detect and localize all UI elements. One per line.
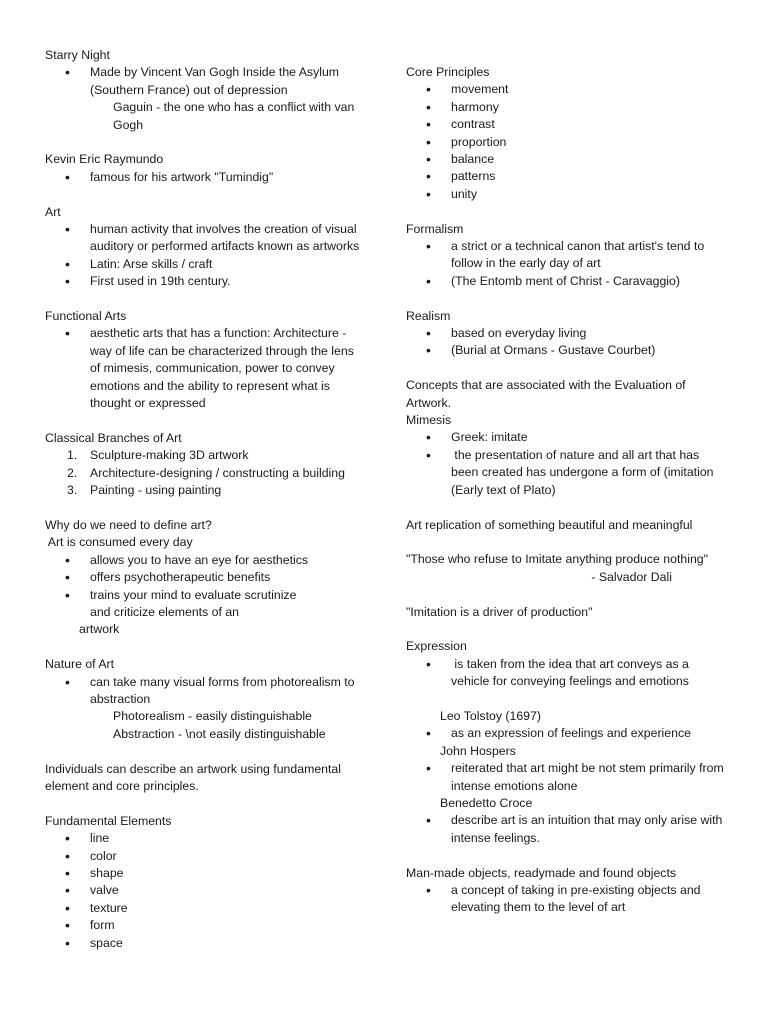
left-column xyxy=(45,47,365,969)
list-item xyxy=(67,482,365,499)
heading-art: Art xyxy=(45,204,61,219)
kevin-list xyxy=(45,169,365,186)
list-item: • describe art is an intuition that may only arise with intense feelings. xyxy=(451,812,726,847)
list-item: • trains your mind to evaluate scrutinize and criticize elements of an xyxy=(90,587,365,622)
heading-kevin: Kevin Eric Raymundo xyxy=(45,152,164,167)
section-realism xyxy=(406,308,726,360)
list-item: • valve xyxy=(90,882,365,899)
section-functional-arts xyxy=(45,308,365,412)
sub-note: Photorealism - easily distinguishable xyxy=(113,709,312,724)
list-item: • form xyxy=(90,917,365,934)
list-item: • allows you to have an eye for aesthetics xyxy=(90,552,365,569)
quote-dali-attribution: - Salvador Dali xyxy=(591,569,672,584)
why-list xyxy=(45,552,365,622)
list-item: • aesthetic arts that has a function: Architecture - way of life can be characterized through the lens of mimesis, communication, power to convey emotions and the ability to represent what is thought or expressed xyxy=(90,325,365,412)
mimesis-list xyxy=(406,429,726,499)
list-text: Painting - using painting xyxy=(90,483,222,498)
section-art xyxy=(45,204,365,291)
heading-functional-arts: Functional Arts xyxy=(45,309,127,324)
heading-starry-night: Starry Night xyxy=(45,48,110,62)
heading-realism: Realism xyxy=(406,308,451,323)
list-text: Architecture-designing / constructing a building xyxy=(90,465,345,480)
section-core-principles xyxy=(406,64,726,203)
sub-note: Abstraction - \not easily distinguishable xyxy=(113,726,326,741)
list-item: • based on everyday living xyxy=(451,325,726,342)
list-item: • First used in 19th century. xyxy=(90,273,365,290)
heading-why-define: Why do we need to define art? xyxy=(45,517,212,532)
list-item: • unity xyxy=(451,186,726,203)
list-item: • line xyxy=(90,830,365,847)
section-classical-branches xyxy=(45,430,365,500)
list-item xyxy=(90,64,365,134)
list-item: • the presentation of nature and all art that has been created has undergone a form of (imitation (Early text of Plato) xyxy=(451,447,726,499)
section-why-define xyxy=(45,517,365,639)
label-hospers: John Hospers xyxy=(440,743,516,758)
man-made-list xyxy=(406,882,726,917)
list-item: • space xyxy=(90,935,365,952)
right-column xyxy=(406,64,726,934)
list-item: • (The Entomb ment of Christ - Caravaggio) xyxy=(451,273,726,290)
heading-mimesis: Mimesis xyxy=(406,413,452,428)
quote-dali-text: "Those who refuse to Imitate anything produce nothing" xyxy=(406,552,708,567)
section-formalism xyxy=(406,221,726,291)
label-croce: Benedetto Croce xyxy=(440,795,533,810)
list-number: 1. xyxy=(67,448,78,463)
why-subheading: Art is consumed every day xyxy=(45,535,193,550)
list-item: • (Burial at Ormans - Gustave Courbet) xyxy=(451,342,726,359)
tolstoy-list xyxy=(406,725,726,742)
label-tolstoy: Leo Tolstoy (1697) xyxy=(440,708,541,723)
functional-list xyxy=(45,325,365,412)
list-item xyxy=(67,465,365,482)
list-item: • famous for his artwork "Tumindig" xyxy=(90,169,365,186)
bullet-text: Made by Vincent Van Gogh Inside the Asylum (Southern France) out of depression xyxy=(90,65,340,97)
section-nature-of-art xyxy=(45,656,365,743)
list-text: Sculpture-making 3D artwork xyxy=(90,448,249,463)
list-item: • proportion xyxy=(451,134,726,151)
list-item: • Greek: imitate xyxy=(451,429,726,446)
heading-classical-branches: Classical Branches of Art xyxy=(45,430,182,445)
bullet-text: can take many visual forms from photorealism to abstraction xyxy=(90,674,355,706)
why-tail: artwork xyxy=(79,622,120,637)
list-item: • color xyxy=(90,848,365,865)
list-item: • balance xyxy=(451,151,726,168)
list-item: • harmony xyxy=(451,99,726,116)
section-man-made xyxy=(406,865,726,917)
list-item: • movement xyxy=(451,81,726,98)
formalism-list xyxy=(406,238,726,290)
list-item: • a strict or a technical canon that artist's tend to follow in the early day of art xyxy=(451,238,726,273)
fundamental-list xyxy=(45,830,365,952)
croce-list xyxy=(406,812,726,847)
section-expression xyxy=(406,638,726,847)
section-starry-night xyxy=(45,47,365,134)
hospers-list xyxy=(406,760,726,795)
list-item: • texture xyxy=(90,900,365,917)
list-item xyxy=(67,447,365,464)
heading-core-principles: Core Principles xyxy=(406,65,490,79)
list-item: • reiterated that art might be not stem primarily from intense emotions alone xyxy=(451,760,726,795)
list-number: 3. xyxy=(67,483,78,498)
sub-note: Gaguin - the one who has a conflict with van Gogh xyxy=(113,100,355,132)
list-number: 2. xyxy=(67,465,78,480)
list-item: • a concept of taking in pre-existing objects and elevating them to the level of art xyxy=(451,882,726,917)
list-item: • contrast xyxy=(451,116,726,133)
list-item: • human activity that involves the creation of visual auditory or performed artifacts known as artworks xyxy=(90,221,365,256)
classical-list xyxy=(45,447,365,499)
heading-fundamental-elements: Fundamental Elements xyxy=(45,813,172,828)
individuals-paragraph: Individuals can describe an artwork using fundamental element and core principles. xyxy=(45,761,341,793)
section-kevin xyxy=(45,151,365,186)
list-item: • patterns xyxy=(451,168,726,185)
list-item: • offers psychotherapeutic benefits xyxy=(90,569,365,586)
replication-paragraph: Art replication of something beautiful and meaningful xyxy=(406,517,693,532)
list-item: • shape xyxy=(90,865,365,882)
heading-man-made: Man-made objects, readymade and found objects xyxy=(406,865,677,880)
nature-list xyxy=(45,674,365,744)
list-item: • Latin: Arse skills / craft xyxy=(90,256,365,273)
expression-list xyxy=(406,656,726,691)
list-item: • as an expression of feelings and experience xyxy=(451,725,726,742)
section-fundamental-elements xyxy=(45,813,365,952)
quote-imitation: "Imitation is a driver of production" xyxy=(406,604,593,619)
realism-list xyxy=(406,325,726,360)
art-list xyxy=(45,221,365,291)
heading-nature-of-art: Nature of Art xyxy=(45,657,115,672)
list-item: • is taken from the idea that art conveys as a vehicle for conveying feelings and emotions xyxy=(451,656,726,691)
starry-night-list xyxy=(45,64,365,134)
quote-dali xyxy=(406,551,726,586)
section-concepts xyxy=(406,377,726,499)
core-list xyxy=(406,81,726,203)
list-item xyxy=(90,674,365,744)
heading-formalism: Formalism xyxy=(406,221,464,236)
heading-concepts: Concepts that are associated with the Evaluation of Artwork. xyxy=(406,378,686,410)
heading-expression: Expression xyxy=(406,639,467,654)
